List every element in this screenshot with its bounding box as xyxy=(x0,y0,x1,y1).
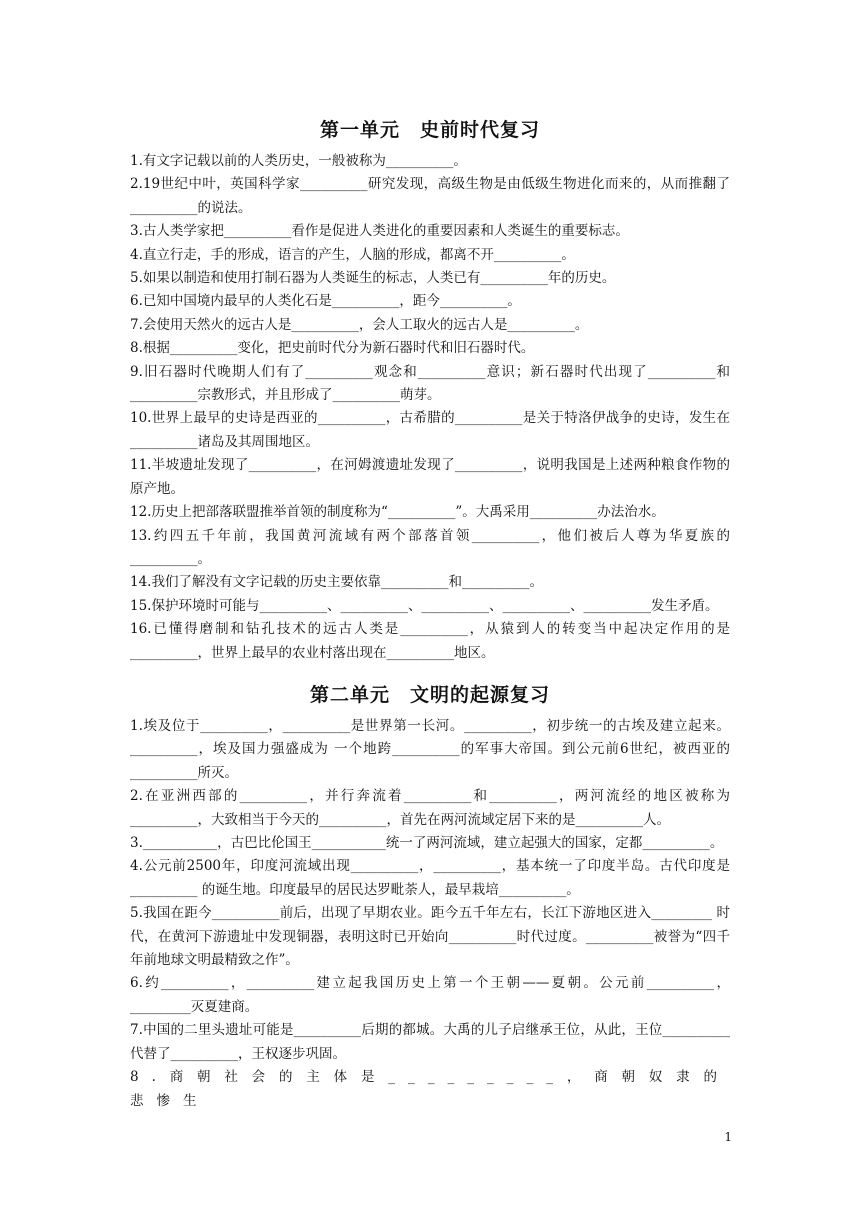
question-item: 14.我们了解没有文字记载的历史主要依靠__________和__________。 xyxy=(130,574,543,591)
question-item: 3.___________，古巴比伦国王___________统一了两河流域，建立起强大的国家，定都__________。 xyxy=(130,835,724,852)
unit2-question-list xyxy=(130,715,730,1113)
question-item: 9.旧石器时代晚期人们有了__________观念和__________意识；新石器时代出现了__________和__________宗教形式，并且形成了__________萌芽。 xyxy=(130,363,730,404)
question-item: 2.19世纪中叶，英国科学家__________研究发现，高级生物是由低级生物进化而来的，从而推翻了__________的说法。 xyxy=(130,176,730,216)
question-item: 7.中国的二里头遗址可能是__________后期的都城。大禹的儿子启继承王位，从此，王位__________代替了__________，王权逐步巩固。 xyxy=(130,1022,730,1062)
question-item: 16.已懂得磨制和钻孔技术的远古人类是__________，从猿到人的转变当中起决定作用的是__________，世界上最早的农业村落出现在__________地区。 xyxy=(130,621,730,661)
question-item: 8.根据__________变化，把史前时代分为新石器时代和旧石器时代。 xyxy=(130,340,535,357)
question-item: 8.商朝社会的主体是_________，商朝奴隶的悲惨生 xyxy=(130,1069,730,1109)
question-item: 10.世界上最早的史诗是西亚的__________，古希腊的__________是关于特洛伊战争的史诗，发生在__________诸岛及其周围地区。 xyxy=(130,410,730,450)
question-item: 1.有文字记载以前的人类历史，一般被称为__________。 xyxy=(130,153,467,169)
question-item: 6.已知中国境内最早的人类化石是__________，距今__________。 xyxy=(130,293,521,310)
unit2-title: 第二单元 文明的起源复习 xyxy=(309,684,550,706)
question-item: 15.保护环境时可能与__________、__________、__________、__________、__________发生矛盾。 xyxy=(130,597,719,614)
question-item: 13.约四五千年前，我国黄河流域有两个部落首领__________，他们被后人尊为华夏族的__________。 xyxy=(130,527,730,567)
question-item: 2.在亚洲西部的__________，并行奔流着__________和__________，两河流经的地区被称为__________，大致相当于今天的__________，首先在两河流域定居下来的是__________人。 xyxy=(130,788,730,828)
question-item: 5.我国在距今__________前后，出现了早期农业。距今五千年左右，长江下游地区进入_________ 时代，在黄河下游遗址中发现铜器，表明这时已开始向__________时代过度。__________被誉为“四千年前地球文明最精致之作”。 xyxy=(130,905,730,969)
unit1-question-list xyxy=(130,150,730,665)
unit1-title: 第一单元 史前时代复习 xyxy=(319,119,540,141)
question-item: 4.公元前2500年，印度河流域出现__________，__________，基本统一了印度半岛。古代印度是__________ 的诞生地。印度最早的居民达罗毗荼人，最早栽培__________。 xyxy=(130,858,730,898)
question-item: 7.会使用天然火的远古人是__________，会人工取火的远古人是__________。 xyxy=(130,316,589,333)
question-item: 4.直立行走，手的形成，语言的产生，人脑的形成，都离不开__________。 xyxy=(130,246,575,263)
question-item: 1.埃及位于__________，__________是世界第一长河。__________，初步统一的古埃及建立起来。__________，埃及国力强盛成为 一个地跨__________的军事大帝国。到公元前6世纪，被西亚的__________所灭。 xyxy=(130,718,730,781)
question-item: 6.约__________，__________建立起我国历史上第一个王朝——夏朝。公元前__________，_________灭夏建商。 xyxy=(130,975,730,1015)
question-item: 11.半坡遗址发现了__________，在河姆渡遗址发现了__________，说明我国是上述两种粮食作物的原产地。 xyxy=(130,457,730,497)
question-item: 5.如果以制造和使用打制石器为人类诞生的标志，人类已有__________年的历史。 xyxy=(130,270,616,287)
question-item: 12.历史上把部落联盟推举首领的制度称为“__________”。大禹采用__________办法治水。 xyxy=(130,504,665,521)
question-item: 3.古人类学家把__________看作是促进人类进化的重要因素和人类诞生的重要标志。 xyxy=(130,223,629,240)
page-number: 1 xyxy=(724,1130,732,1144)
